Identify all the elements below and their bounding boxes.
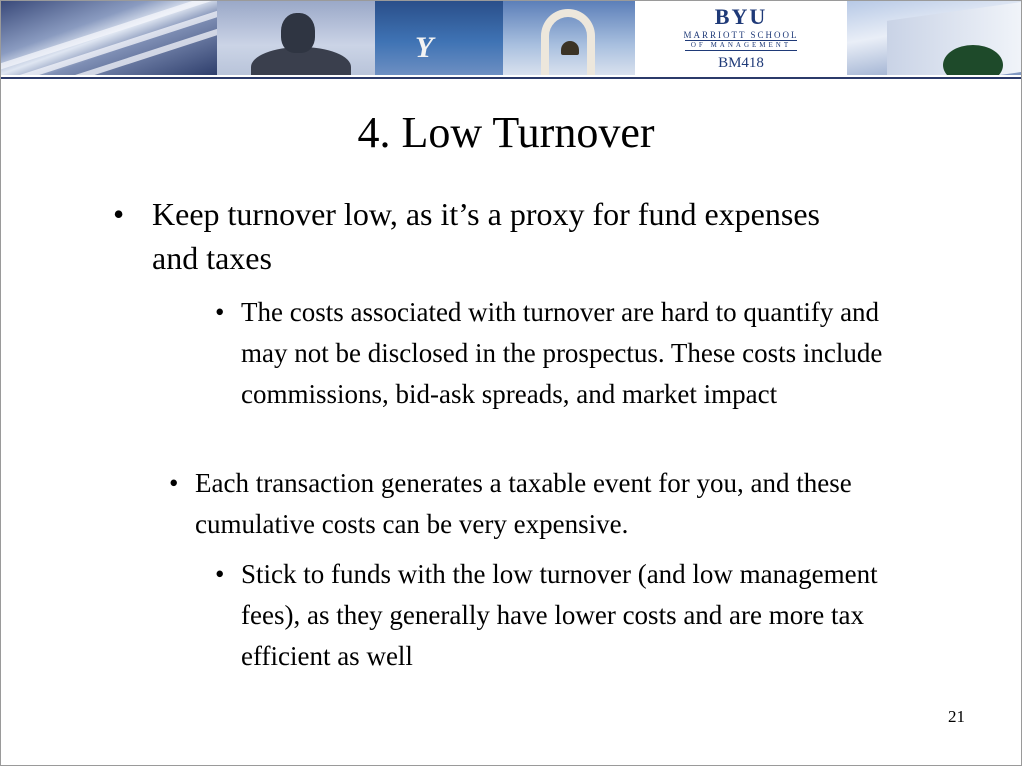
- course-code: BM418: [718, 54, 764, 71]
- bullet-item: [169, 463, 909, 545]
- logo-main: BYU: [714, 3, 768, 29]
- slide-title: 4. Low Turnover: [357, 108, 655, 157]
- bullet-icon: •: [215, 297, 225, 327]
- banner-photo-bell-tower: [503, 1, 635, 75]
- logo-sub: OF MANAGEMENT: [685, 40, 797, 51]
- bullet-icon: •: [169, 468, 179, 498]
- bullet-text: Keep turnover low, as it’s a proxy for fund expenses and taxes: [152, 196, 820, 276]
- header-banner: [1, 1, 1022, 79]
- banner-photo-architecture: [1, 1, 217, 75]
- page-number: 21: [948, 707, 965, 726]
- banner-photo-mountain-y: [375, 1, 503, 75]
- bullet-text: Each transaction generates a taxable event for you, and these cumulative costs can be very expensive.: [195, 468, 852, 539]
- bullet-icon: •: [113, 196, 125, 232]
- bullet-text: The costs associated with turnover are hard to quantify and may not be disclosed in the prospectus. These costs include commissions, bid-ask spreads, and market impact: [241, 297, 883, 409]
- bullet-text: Stick to funds with the low turnover (and low management fees), as they generally have lower costs and are more tax efficient as well: [241, 559, 878, 671]
- bullet-icon: •: [215, 559, 225, 589]
- banner-photo-building: [847, 1, 1022, 75]
- y-mountain-icon: Y: [415, 31, 434, 64]
- bell-icon: [561, 41, 579, 55]
- bullet-item: [215, 554, 905, 677]
- logo-school: MARRIOTT SCHOOL: [683, 29, 799, 40]
- bullet-item: [215, 292, 895, 415]
- bullet-item: [113, 192, 853, 280]
- byu-marriott-logo: [635, 1, 847, 75]
- banner-photo-statue: [217, 1, 375, 75]
